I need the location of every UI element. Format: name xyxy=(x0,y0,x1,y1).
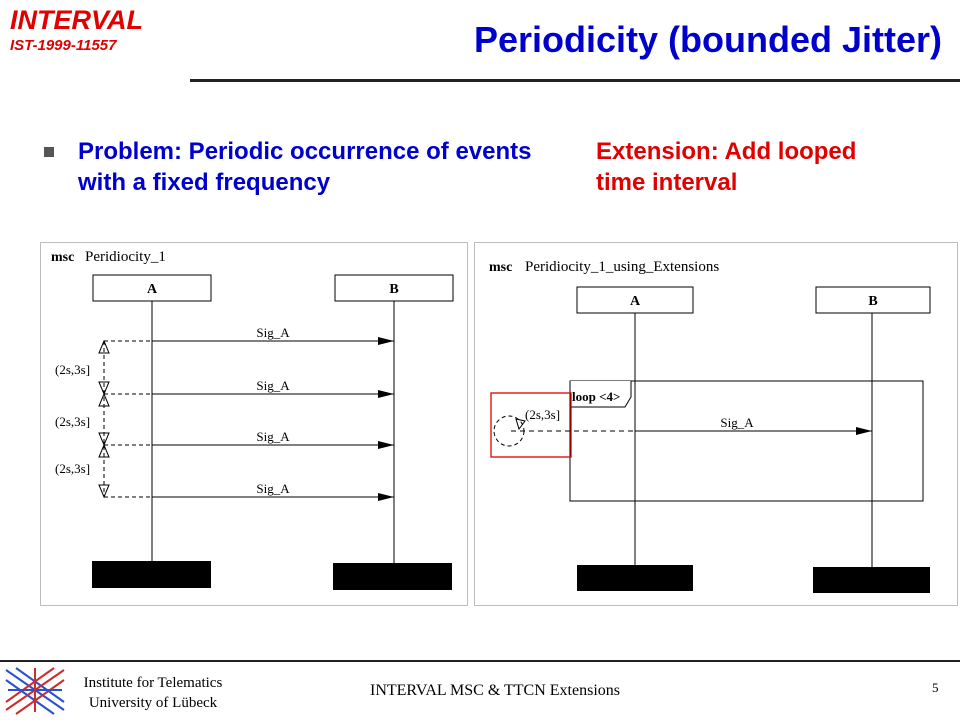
extension-statement xyxy=(596,136,856,198)
instance-a-end xyxy=(577,565,693,591)
institute-line-2: University of Lübeck xyxy=(88,695,218,711)
institute-name xyxy=(58,673,248,713)
interval-label: (2s,3s] xyxy=(55,362,91,377)
interval-label: (2s,3s] xyxy=(55,414,91,429)
highlight-box xyxy=(491,393,571,457)
interval-label: (2s,3s] xyxy=(55,461,91,476)
interval-label: (2s,3s] xyxy=(525,407,561,422)
cyclic-timer-icon xyxy=(494,416,524,446)
instance-a-label: A xyxy=(629,294,641,309)
msc-keyword: msc xyxy=(489,260,513,275)
message-label: Sig_A xyxy=(256,378,290,393)
footer-title: INTERVAL MSC & TTCN Extensions xyxy=(370,682,620,699)
instance-a-label: A xyxy=(146,282,158,297)
project-id: IST-1999-11557 xyxy=(10,37,117,54)
instance-b-end xyxy=(333,563,452,590)
timer-intervals xyxy=(99,341,152,497)
msc-keyword: msc xyxy=(51,250,75,265)
msc-name: Peridiocity_1 xyxy=(85,249,166,265)
instance-b-end xyxy=(813,567,930,593)
problem-line-2: with a fixed frequency xyxy=(78,169,331,196)
page-number: 5 xyxy=(932,680,939,695)
problem-statement xyxy=(78,136,531,198)
cyclic-arrowhead-icon xyxy=(516,419,525,429)
instance-b-label: B xyxy=(389,282,399,297)
footer-divider xyxy=(0,660,960,662)
project-logo-title: INTERVAL xyxy=(10,5,143,35)
title-divider xyxy=(190,79,960,82)
msc-right-canvas xyxy=(475,243,957,605)
bullet-square-icon xyxy=(44,147,54,157)
problem-line-1: Problem: Periodic occurrence of events xyxy=(78,138,532,165)
message-label: Sig_A xyxy=(256,481,290,496)
msc-diagram-periodicity-extensions xyxy=(474,242,958,606)
slide-title: Periodicity (bounded Jitter) xyxy=(473,19,942,60)
instance-b-label: B xyxy=(868,294,878,309)
message-label: Sig_A xyxy=(720,415,754,430)
message-label: Sig_A xyxy=(256,429,290,444)
extension-line-1: Extension: Add looped xyxy=(596,138,857,165)
msc-left-canvas xyxy=(41,243,467,605)
institute-line-1: Institute for Telematics xyxy=(83,675,223,691)
message-label: Sig_A xyxy=(256,325,290,340)
extension-line-2: time interval xyxy=(596,169,738,196)
msc-name: Peridiocity_1_using_Extensions xyxy=(525,259,720,275)
msc-diagram-periodicity xyxy=(40,242,468,606)
instance-a-end xyxy=(92,561,211,588)
loop-label: loop <4> xyxy=(572,389,621,404)
